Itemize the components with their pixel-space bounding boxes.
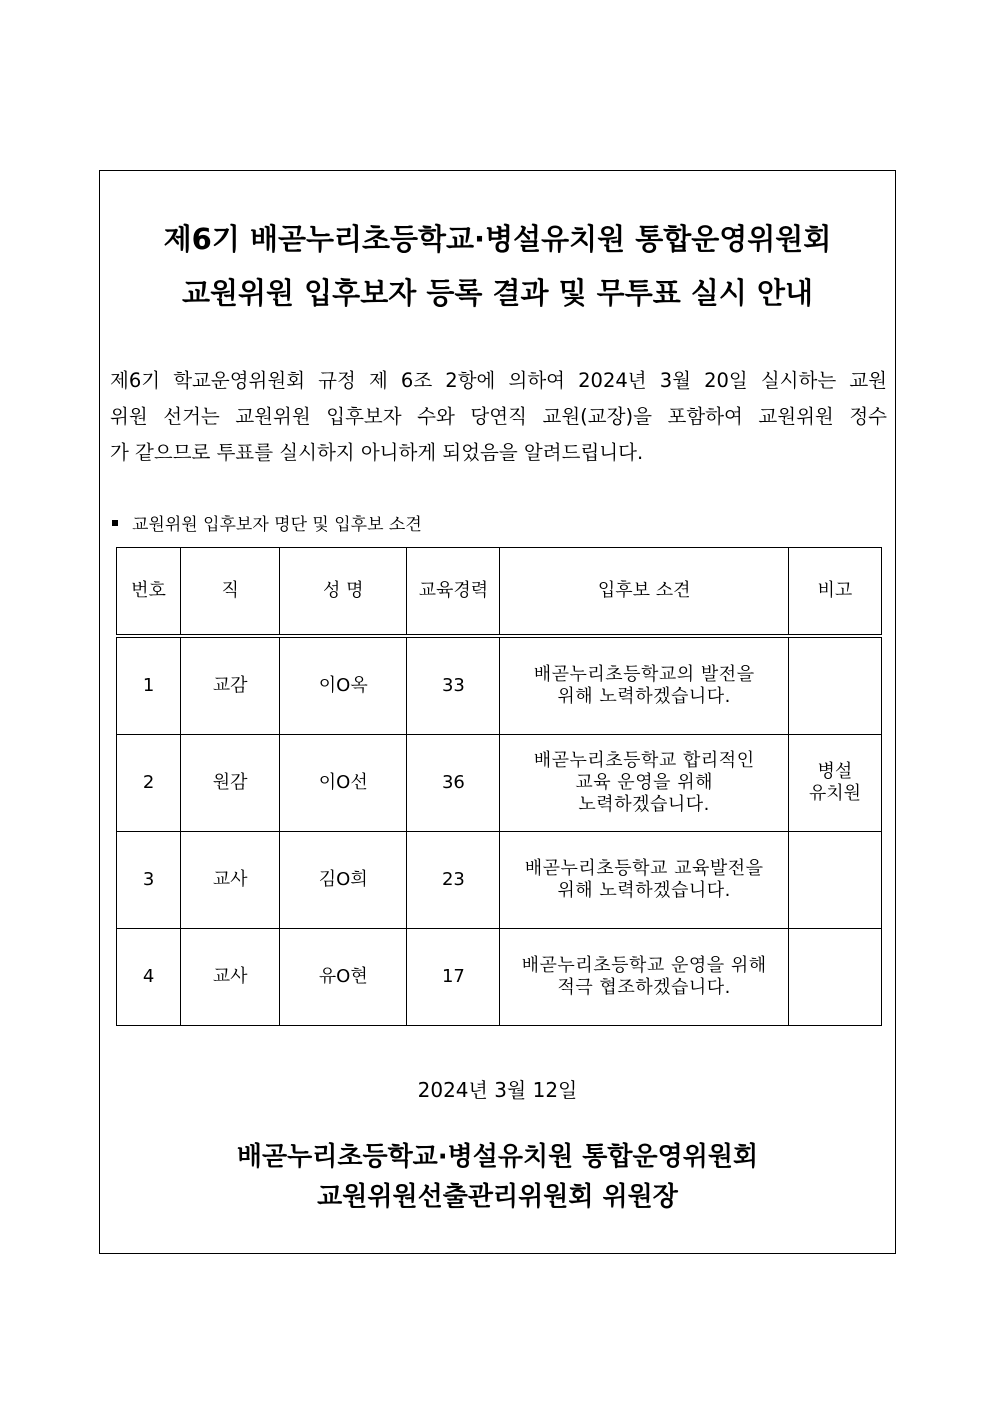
square-bullet-icon bbox=[112, 520, 118, 526]
cell-no: 4 bbox=[117, 929, 181, 1026]
cell-remark bbox=[500, 929, 788, 1026]
cell-career: 23 bbox=[407, 832, 500, 929]
cell-name: 유O현 bbox=[280, 929, 407, 1026]
header-name: 성 명 bbox=[280, 548, 407, 637]
cell-remark bbox=[500, 636, 788, 735]
candidate-table bbox=[116, 547, 882, 1026]
cell-note bbox=[788, 832, 881, 929]
cell-note bbox=[788, 735, 881, 832]
signature-line1: 배곧누리초등학교·병설유치원 통합운영위원회 bbox=[236, 1142, 759, 1172]
remark-text: 배곧누리초등학교 운영을 위해 적극 협조하겠습니다. bbox=[521, 955, 767, 998]
cell-name: 이O선 bbox=[280, 735, 407, 832]
issue-date: 2024년 3월 12일 bbox=[417, 1078, 578, 1102]
header-note: 비고 bbox=[788, 548, 881, 637]
cell-note bbox=[788, 636, 881, 735]
intro-line-1: 제6기 학교운영위원회 규정 제 6조 2항에 의하여 2024년 3월 20일 실시하는 교원 bbox=[110, 369, 887, 392]
cell-career: 36 bbox=[407, 735, 500, 832]
table-row bbox=[117, 735, 882, 832]
cell-note bbox=[788, 929, 881, 1026]
cell-no: 3 bbox=[117, 832, 181, 929]
header-role: 직 bbox=[181, 548, 280, 637]
cell-no: 1 bbox=[117, 636, 181, 735]
note-text: 병설 유치원 bbox=[808, 761, 861, 804]
cell-role: 교사 bbox=[181, 832, 280, 929]
table-row bbox=[117, 636, 882, 735]
cell-career: 17 bbox=[407, 929, 500, 1026]
table-row bbox=[117, 929, 882, 1026]
cell-name: 김O희 bbox=[280, 832, 407, 929]
header-no: 번호 bbox=[117, 548, 181, 637]
section-label-text: 교원위원 입후보자 명단 및 입후보 소견 bbox=[132, 515, 422, 535]
section-label bbox=[112, 515, 422, 535]
cell-role: 원감 bbox=[181, 735, 280, 832]
document-title-line2: 교원위원 입후보자 등록 결과 및 무투표 실시 안내 bbox=[182, 276, 813, 310]
table-header-row bbox=[117, 548, 882, 637]
cell-remark bbox=[500, 832, 788, 929]
table-row bbox=[117, 832, 882, 929]
header-remark: 입후보 소견 bbox=[500, 548, 788, 637]
cell-no: 2 bbox=[117, 735, 181, 832]
cell-career: 33 bbox=[407, 636, 500, 735]
document-title-line1: 제6기 배곧누리초등학교·병설유치원 통합운영위원회 bbox=[163, 222, 832, 256]
cell-name: 이O옥 bbox=[280, 636, 407, 735]
cell-remark bbox=[500, 735, 788, 832]
signature-line2: 교원위원선출관리위원회 위원장 bbox=[317, 1182, 678, 1212]
remark-text: 배곧누리초등학교 교육발전을 위해 노력하겠습니다. bbox=[524, 858, 764, 901]
intro-line-2: 위원 선거는 교원위원 입후보자 수와 당연직 교원(교장)을 포함하여 교원위원 정수 bbox=[110, 405, 887, 428]
remark-text: 배곧누리초등학교 합리적인 교육 운영을 위해 노력하겠습니다. bbox=[533, 750, 755, 815]
header-career: 교육경력 bbox=[407, 548, 500, 637]
remark-text: 배곧누리초등학교의 발전을 위해 노력하겠습니다. bbox=[533, 664, 755, 707]
intro-line-3: 가 같으므로 투표를 실시하지 아니하게 되었음을 알려드립니다. bbox=[110, 441, 644, 464]
cell-role: 교사 bbox=[181, 929, 280, 1026]
document-frame bbox=[99, 170, 896, 1254]
cell-role: 교감 bbox=[181, 636, 280, 735]
